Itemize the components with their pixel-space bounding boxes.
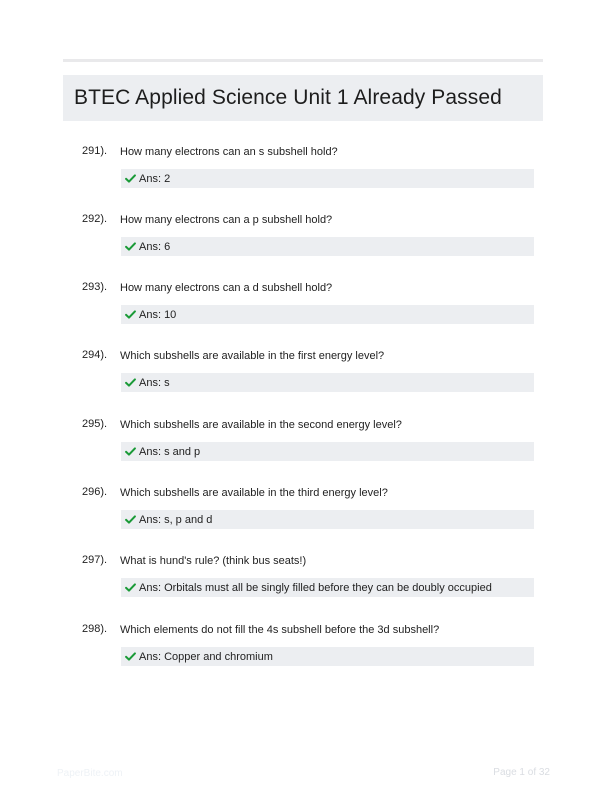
answer-text: Ans: s, p and d bbox=[139, 513, 213, 526]
answer-text: Ans: 6 bbox=[139, 240, 171, 253]
answer-box bbox=[121, 647, 534, 666]
answer-box bbox=[121, 237, 534, 256]
question-number: 292). bbox=[82, 213, 108, 225]
question-number: 294). bbox=[82, 349, 108, 361]
question-item bbox=[0, 554, 606, 614]
question-text: Which subshells are available in the second energy level? bbox=[120, 419, 402, 431]
check-icon bbox=[125, 651, 136, 662]
question-number: 296). bbox=[82, 486, 108, 498]
answer-box bbox=[121, 442, 534, 461]
check-icon bbox=[125, 582, 136, 593]
answer-text: Ans: Orbitals must all be singly filled before they can be doubly occupied bbox=[139, 581, 492, 594]
answer-text: Ans: Copper and chromium bbox=[139, 650, 273, 663]
answer-text: Ans: s and p bbox=[139, 445, 201, 458]
title-banner bbox=[63, 75, 543, 121]
answer-box bbox=[121, 305, 534, 324]
question-text: How many electrons can a p subshell hold? bbox=[120, 214, 333, 226]
top-divider bbox=[63, 59, 543, 62]
check-icon bbox=[125, 446, 136, 457]
question-item bbox=[0, 349, 606, 409]
answer-text: Ans: 10 bbox=[139, 308, 177, 321]
answer-box bbox=[121, 169, 534, 188]
question-item bbox=[0, 623, 606, 683]
check-icon bbox=[125, 241, 136, 252]
question-item bbox=[0, 418, 606, 478]
check-icon bbox=[125, 514, 136, 525]
answer-text: Ans: 2 bbox=[139, 172, 171, 185]
answer-text: Ans: s bbox=[139, 376, 170, 389]
question-text: What is hund's rule? (think bus seats!) bbox=[120, 555, 307, 567]
question-item bbox=[0, 145, 606, 205]
answer-box bbox=[121, 373, 534, 392]
question-text: Which subshells are available in the first energy level? bbox=[120, 350, 385, 362]
question-text: Which subshells are available in the third energy level? bbox=[120, 487, 388, 499]
answer-box bbox=[121, 510, 534, 529]
question-item bbox=[0, 281, 606, 341]
page-title: BTEC Applied Science Unit 1 Already Passed bbox=[74, 86, 502, 109]
question-text: How many electrons can a d subshell hold? bbox=[120, 282, 333, 294]
question-number: 291). bbox=[82, 145, 108, 157]
question-item bbox=[0, 486, 606, 546]
question-text: How many electrons can an s subshell hold? bbox=[120, 146, 338, 158]
question-text: Which elements do not fill the 4s subshell before the 3d subshell? bbox=[120, 624, 440, 636]
answer-box bbox=[121, 578, 534, 597]
page-number: Page 1 of 32 bbox=[493, 767, 550, 778]
question-number: 295). bbox=[82, 418, 108, 430]
footer-watermark: PaperBite.com bbox=[57, 768, 123, 779]
check-icon bbox=[125, 377, 136, 388]
question-number: 297). bbox=[82, 554, 108, 566]
question-number: 298). bbox=[82, 623, 108, 635]
question-item bbox=[0, 213, 606, 273]
check-icon bbox=[125, 309, 136, 320]
check-icon bbox=[125, 173, 136, 184]
question-number: 293). bbox=[82, 281, 108, 293]
